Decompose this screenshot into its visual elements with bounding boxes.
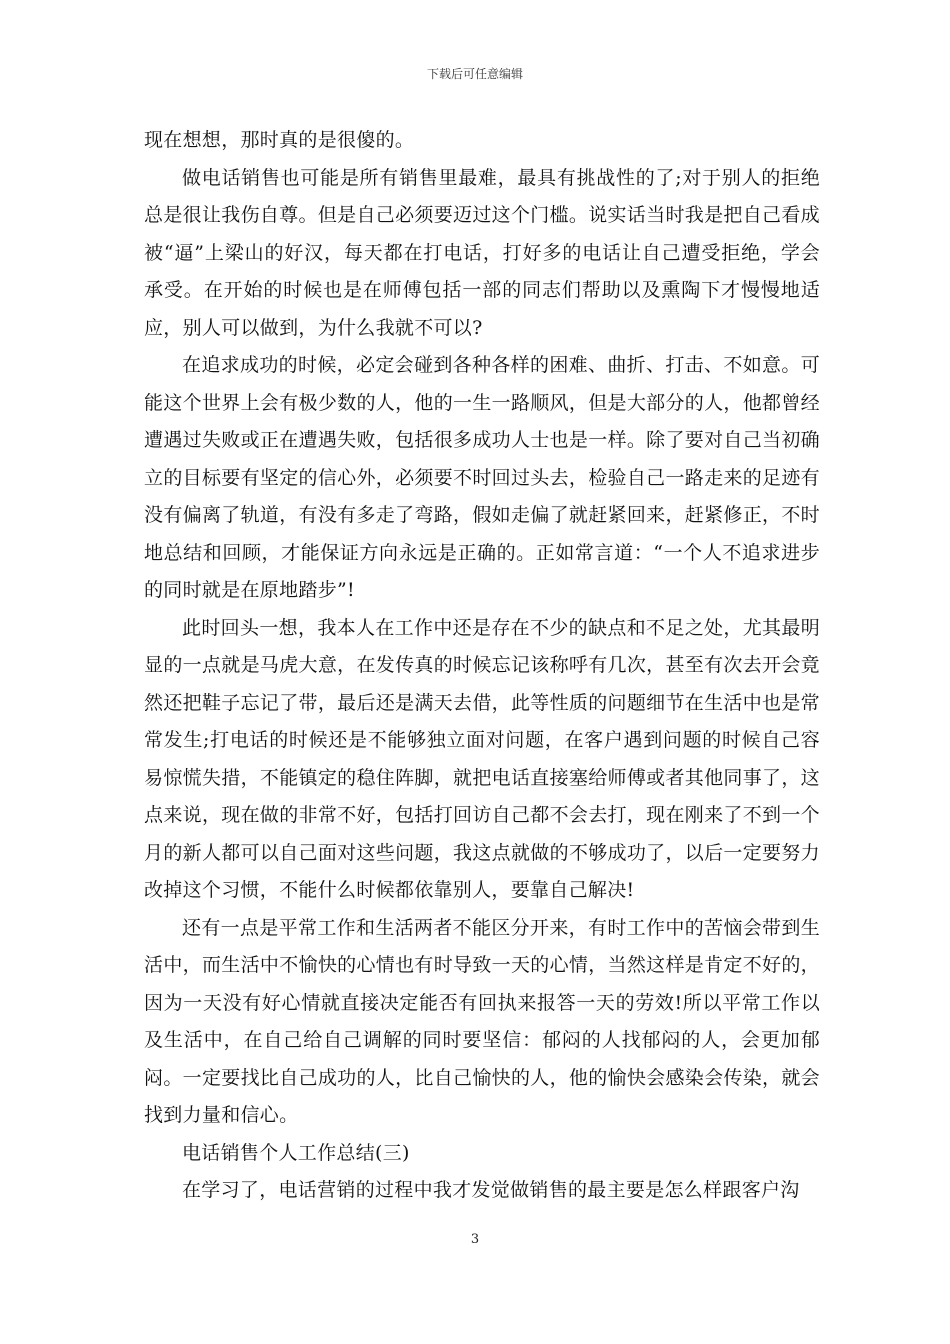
paragraph-6: 在学习了，电话营销的过程中我才发觉做销售的最主要是怎么样跟客户沟 (182, 1179, 800, 1201)
paragraph-1: 现在想想，那时真的是很傻的。 (144, 129, 415, 151)
page-header: 下载后可任意编辑 (426, 67, 523, 81)
paragraph-2: 做电话销售也可能是所有销售里最难，最具有挑战性的了;对于别人的拒绝总是很让我伤自尊。但是自己必须要迈过这个门槛。说实话当时我是把自己看成被“逼”上梁山的好汉，每天都在打电话，打好多的电话让自己遭受拒绝，学会承受。在开始的时候也是在师傅包括一部的同志们帮助以及熏陶下才慢慢地适应，别人可以做到，为什么我就不可以? (144, 166, 820, 339)
paragraph-3: 在追求成功的时候，必定会碰到各种各样的困难、曲折、打击、不如意。可能这个世界上会有极少数的人，他的一生一路顺风，但是大部分的人，他都曾经遭遇过失败或正在遭遇失败，包括很多成功人士也是一样。除了要对自己当初确立的目标要有坚定的信心外，必须要不时回过头去，检验自己一路走来的足迹有没有偏离了轨道，有没有多走了弯路，假如走偏了就赶紧回来，赶紧修正，不时地总结和回顾，才能保证方向永远是正确的。正如常言道：“一个人不追求进步的同时就是在原地踏步”! (144, 354, 820, 601)
section-heading: 电话销售个人工作总结(三) (182, 1141, 410, 1164)
page-number: 3 (470, 1232, 480, 1247)
paragraph-4: 此时回头一想，我本人在工作中还是存在不少的缺点和不足之处，尤其最明显的一点就是马虎大意，在发传真的时候忘记该称呼有几次，甚至有次去开会竟然还把鞋子忘记了带，最后还是满天去借，此等性质的问题细节在生活中也是常常发生;打电话的时候还是不能够独立面对问题，在客户遇到问题的时候自己容易惊慌失措，不能镇定的稳住阵脚，就把电话直接塞给师傅或者其他同事了，这点来说，现在做的非常不好，包括打回访自己都不会去打，现在刚来了不到一个月的新人都可以自己面对这些问题，我这点就做的不够成功了，以后一定要努力改掉这个习惯，不能什么时候都依靠别人，要靠自己解决! (144, 616, 820, 901)
paragraph-5: 还有一点是平常工作和生活两者不能区分开来，有时工作中的苦恼会带到生活中，而生活中不愉快的心情也有时导致一天的心情，当然这样是肯定不好的，因为一天没有好心情就直接决定能否有回执来报答一天的劳效!所以平常工作以及生活中，在自己给自己调解的同时要坚信：郁闷的人找郁闷的人，会更加郁闷。一定要找比自己成功的人，比自己愉快的人，他的愉快会感染会传染，就会找到力量和信心。 (144, 916, 820, 1126)
document-body (144, 122, 820, 1210)
